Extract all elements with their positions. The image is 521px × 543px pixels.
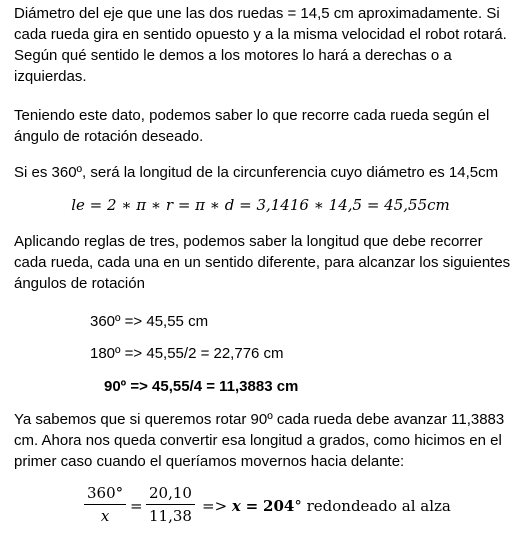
rounding-note: redondeado al alza (306, 497, 451, 515)
degree-symbol: ° (294, 497, 302, 515)
paragraph-360-degrees (14, 162, 514, 183)
paragraph-rotation-distance (14, 105, 514, 147)
text-line: cm. Ahora nos queda convertir esa longitud a grados, como hicimos en el (14, 432, 502, 449)
text-line: Ya sabemos que si queremos rotar 90º cada rueda debe avanzar 11,3883 (14, 411, 505, 428)
paragraph-wheel-axis (14, 3, 514, 87)
equals-sign: = (130, 497, 143, 515)
text-line: Aplicando reglas de tres, podemos saber la longitud que debe recorrer (14, 233, 483, 250)
text-line: Diámetro del eje que une las dos ruedas = 14,5 cm aproximadamente. Si (14, 5, 500, 22)
result-variable: x (231, 497, 241, 515)
degrees-formula (84, 484, 514, 540)
arrow-symbol: => (202, 497, 228, 515)
fraction-denominator: x (100, 507, 110, 525)
paragraph-rule-of-three (14, 231, 514, 294)
text-line: Si es 360º, será la longitud de la circunferencia cuyo diámetro es 14,5cm (14, 164, 499, 181)
calc-180: 180º => 45,55/2 = 22,776 cm (90, 345, 284, 362)
text-line: cada rueda gira en sentido opuesto y a la misma velocidad el robot rotará. (14, 26, 507, 43)
text-line: ángulos de rotación (14, 275, 145, 292)
text-line: cada rueda, cada una en un sentido diferente, para alcanzar los siguientes (14, 254, 511, 271)
fraction-distance (146, 484, 195, 525)
text-line: Teniendo este dato, podemos saber lo que recorre cada rueda según el (14, 107, 490, 124)
calc-90: 90º => 45,55/4 = 11,3883 cm (104, 378, 299, 395)
text-line: ángulo de rotación deseado. (14, 128, 204, 145)
fraction-numerator: 20,10 (146, 484, 195, 505)
fraction-denominator: 11,38 (149, 507, 192, 525)
fraction-numerator: 360° (84, 484, 126, 505)
circumference-equation: le = 2 ∗ π ∗ r = π ∗ d = 3,1416 ∗ 14,5 = 45,55cm (71, 196, 450, 214)
paragraph-convert-to-degrees (14, 409, 514, 472)
calc-360: 360º => 45,55 cm (90, 313, 209, 330)
text-line: izquierdas. (14, 68, 87, 85)
fraction-360-over-x (84, 484, 126, 525)
result-value: 204 (263, 497, 295, 515)
text-line: primer caso cuando el queríamos movernos hacia delante: (14, 453, 405, 470)
formula-result (202, 497, 451, 515)
result-equals: = (245, 497, 259, 515)
text-line: Según qué sentido le demos a los motores lo hará a derechas o a (14, 47, 452, 64)
